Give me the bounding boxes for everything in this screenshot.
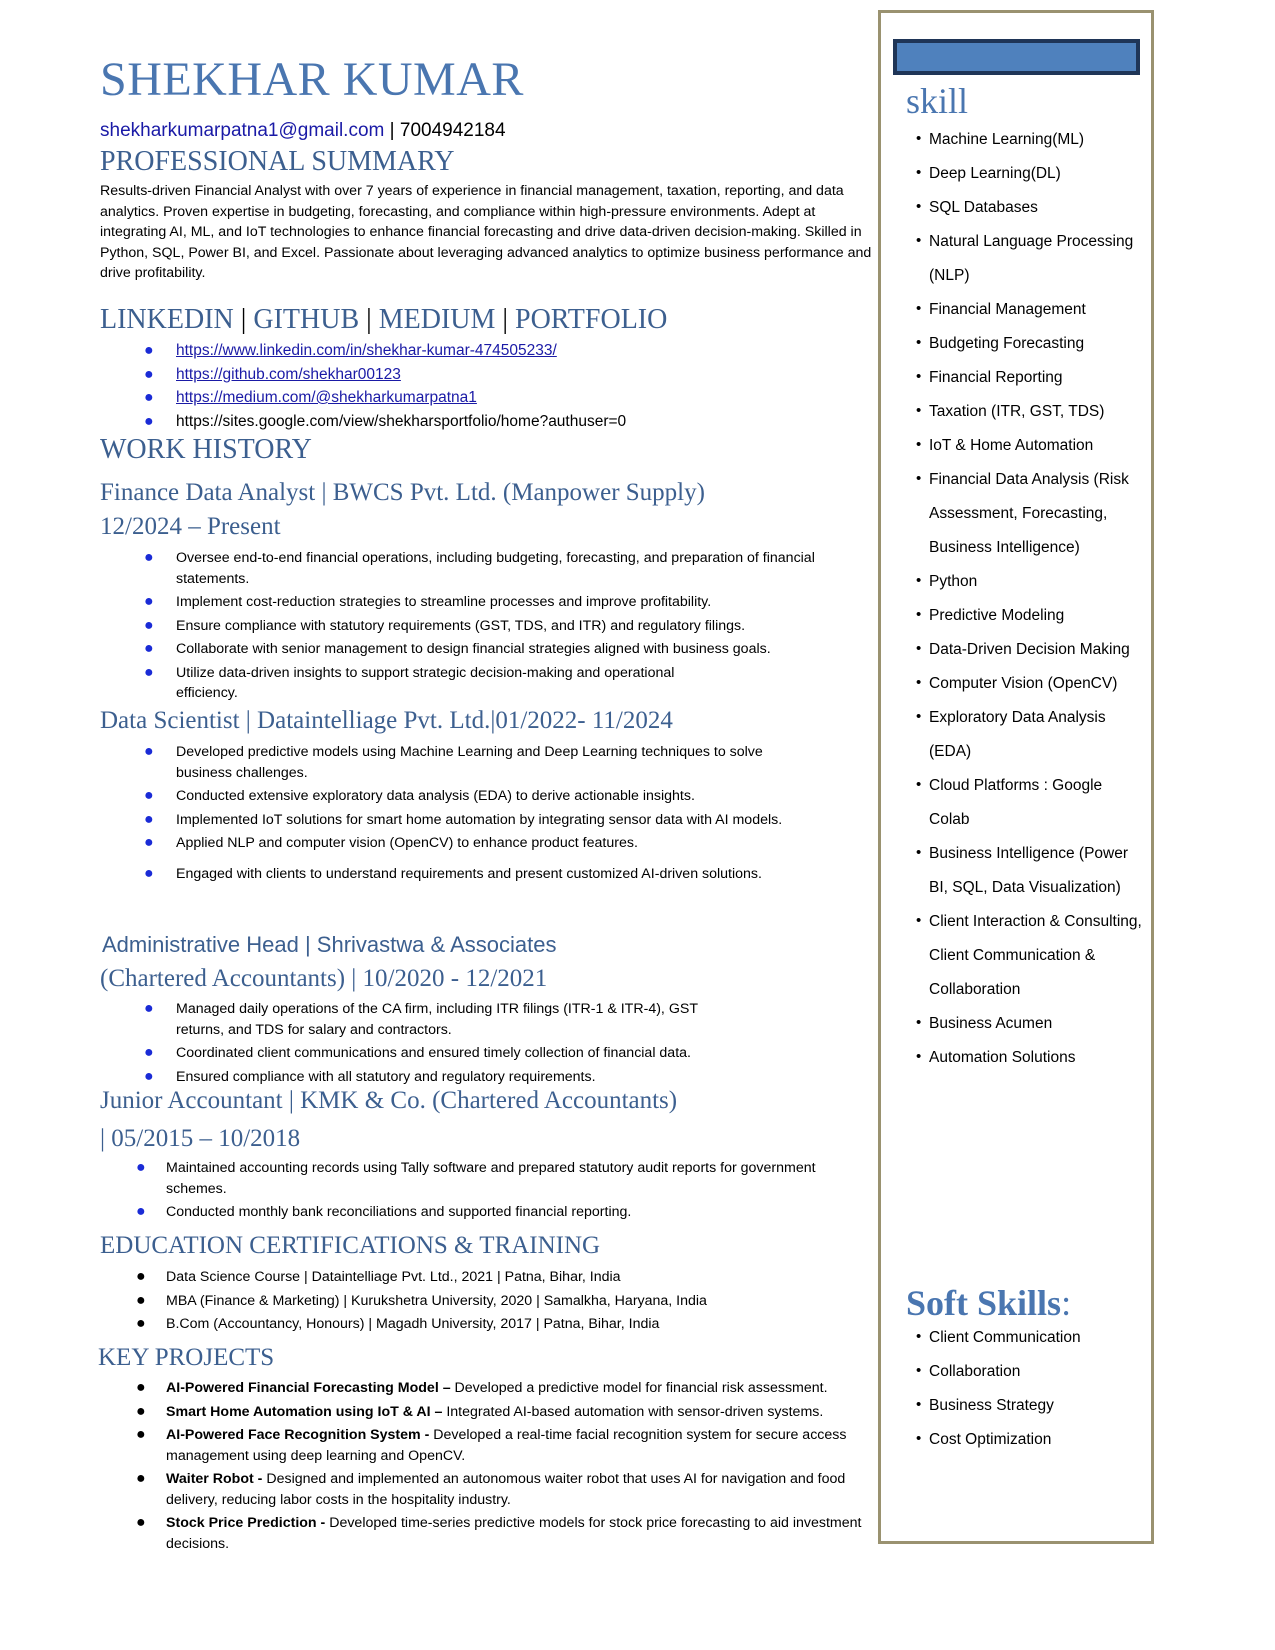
list-item: [100, 1291, 880, 1312]
bullet-icon: ●: [144, 549, 154, 566]
projects-heading: KEY PROJECTS: [98, 1344, 275, 1371]
soft-skills-heading: [906, 1282, 1071, 1324]
summary-heading: PROFESSIONAL SUMMARY: [100, 146, 455, 177]
skill-item: [916, 429, 1146, 463]
skill-label: Computer Vision (OpenCV): [929, 675, 1118, 692]
job-bullets: [100, 742, 800, 887]
skill-label: Collaboration: [929, 1363, 1021, 1380]
projects-list: [100, 1378, 875, 1557]
skill-label: Automation Solutions: [929, 1049, 1076, 1066]
skill-label: Cost Optimization: [929, 1431, 1052, 1448]
project-desc: Developed time-series predictive models for stock price forecasting to aid investment decisions.: [166, 1515, 862, 1552]
project-name: AI-Powered Face Recognition System -: [166, 1427, 430, 1443]
bullet-icon: ●: [136, 1291, 146, 1309]
job-title-line: Finance Data Analyst | BWCS Pvt. Ltd. (Manpower Supply): [100, 479, 705, 506]
skill-item: [916, 327, 1146, 361]
skill-label: Python: [929, 573, 978, 590]
bullet-icon: ●: [144, 1044, 154, 1061]
links-heading-github: GITHUB: [253, 304, 360, 335]
skill-item: [916, 905, 1146, 1007]
job-dates: (Chartered Accountants) | 10/2020 - 12/2021: [100, 965, 548, 992]
links-heading-medium: MEDIUM: [378, 304, 496, 335]
bullet-icon: •: [916, 606, 922, 623]
skill-label: Business Acumen: [929, 1015, 1053, 1032]
job-bullets: [100, 999, 740, 1090]
medium-link[interactable]: https://medium.com/@shekharkumarpatna1: [176, 389, 477, 406]
skill-item: [916, 225, 1146, 293]
list-item: [100, 548, 830, 589]
contact-line: [100, 120, 506, 142]
bullet-icon: ●: [144, 412, 154, 430]
summary-text: Results-driven Financial Analyst with over 7 years of experience in financial management, taxation, reporting, and data analytics. Proven expertise in budgeting, forecasting, and compliance within high-pressure environments. Adept at integrating AI, ML, and IoT technologies to enhance financial forecasting and drive data-driven decision-making. Skilled in Python, SQL, Power BI, and Excel. Passionate about leveraging advanced analytics to optimize business performance and drive profitability.: [100, 183, 872, 282]
list-item: [100, 663, 830, 704]
bullet-icon: •: [916, 368, 922, 385]
bullet-icon: ●: [144, 640, 154, 657]
bullet-icon: ●: [144, 810, 154, 828]
bullet-icon: ●: [144, 787, 154, 804]
education-heading: EDUCATION CERTIFICATIONS & TRAINING: [100, 1232, 601, 1259]
links-heading-pipe: |: [366, 304, 372, 335]
skill-label: Data-Driven Decision Making: [929, 641, 1130, 658]
skill-label: Business Intelligence (Power BI, SQL, Data Visualization): [929, 845, 1129, 896]
skills-heading: skill: [906, 81, 969, 121]
sidebar-header-bar: [893, 39, 1140, 75]
skill-label: IoT & Home Automation: [929, 437, 1094, 454]
bullet-text: Ensured compliance with all statutory and regulatory requirements.: [176, 1068, 596, 1085]
project-desc: Integrated AI-based automation with sensor-driven systems.: [442, 1403, 824, 1420]
profile-links-list: [100, 341, 880, 435]
job-title-line: Junior Accountant | KMK & Co. (Chartered Accountants): [100, 1087, 678, 1114]
project-name: AI-Powered Financial Forecasting Model –: [166, 1380, 451, 1396]
skill-item: [916, 191, 1146, 225]
skill-item: [916, 463, 1146, 565]
bullet-icon: ●: [136, 1514, 146, 1531]
bullet-icon: ●: [136, 1203, 146, 1220]
bullet-icon: ●: [136, 1426, 146, 1443]
skill-label: Business Strategy: [929, 1397, 1054, 1414]
list-item: [100, 742, 800, 783]
education-list: [100, 1267, 880, 1338]
bullet-text: Implemented IoT solutions for smart home automation by integrating sensor data with AI models.: [176, 811, 783, 828]
bullet-text: Utilize data-driven insights to support strategic decision-making and operational efficiency.: [176, 664, 675, 701]
bullet-icon: ●: [144, 864, 154, 882]
skill-label: SQL Databases: [929, 199, 1038, 216]
list-item: [100, 810, 800, 831]
bullet-icon: •: [916, 130, 922, 147]
bullet-text: Maintained accounting records using Tally software and prepared statutory audit reports for government schemes.: [166, 1160, 816, 1197]
bullet-text: Conducted extensive exploratory data analysis (EDA) to derive actionable insights.: [176, 788, 695, 804]
bullet-icon: •: [916, 436, 922, 453]
bullet-icon: ●: [144, 834, 154, 851]
bullet-icon: •: [916, 912, 922, 929]
bullet-icon: ●: [136, 1315, 146, 1332]
bullet-icon: •: [916, 1048, 922, 1065]
skill-item: [916, 1321, 1146, 1355]
list-item: [100, 1202, 820, 1223]
bullet-icon: •: [916, 572, 922, 589]
bullet-icon: •: [916, 1362, 922, 1379]
skill-item: [916, 293, 1146, 327]
bullet-icon: ●: [144, 616, 154, 634]
bullet-icon: ●: [144, 743, 154, 760]
list-item: [100, 1314, 880, 1335]
list-item: [100, 639, 830, 660]
education-entry: MBA (Finance & Marketing) | Kurukshetra University, 2020 | Samalkha, Haryana, India: [166, 1292, 707, 1309]
skill-label: Natural Language Processing (NLP): [929, 233, 1134, 284]
skill-item: [916, 1041, 1146, 1075]
list-item: [100, 1513, 875, 1554]
bullet-text: Applied NLP and computer vision (OpenCV) to enhance product features.: [176, 835, 638, 851]
job-dates: 12/2024 – Present: [100, 513, 281, 540]
links-heading: [100, 304, 667, 336]
education-entry: B.Com (Accountancy, Honours) | Magadh University, 2017 | Patna, Bihar, India: [166, 1316, 660, 1332]
project-name: Smart Home Automation using IoT & AI –: [166, 1403, 443, 1420]
list-item: [100, 786, 800, 807]
bullet-icon: •: [916, 708, 922, 725]
list-item: [100, 1158, 820, 1199]
skill-item: [916, 1007, 1146, 1041]
bullet-icon: ●: [144, 1067, 154, 1085]
linkedin-link[interactable]: https://www.linkedin.com/in/shekhar-kumar-474505233/: [176, 342, 557, 359]
bullet-icon: •: [916, 674, 922, 691]
list-item: [100, 592, 830, 613]
links-heading-linkedin: LINKEDIN: [100, 304, 234, 335]
list-item: [100, 1402, 875, 1423]
skill-item: [916, 633, 1146, 667]
bullet-icon: •: [916, 402, 922, 419]
skill-item: [916, 123, 1146, 157]
skill-item: [916, 599, 1146, 633]
soft-skills-list: [916, 1321, 1146, 1457]
list-item: [100, 999, 740, 1040]
bullet-icon: ●: [144, 1000, 154, 1017]
job-bullets: [100, 548, 830, 707]
job-title-line: Data Scientist | Dataintelliage Pvt. Ltd.|01/2022- 11/2024: [100, 707, 673, 734]
skill-item: [916, 769, 1146, 837]
bullet-icon: •: [916, 1328, 922, 1345]
bullet-icon: •: [916, 844, 922, 861]
bullet-icon: •: [916, 470, 922, 487]
bullet-icon: •: [916, 198, 922, 215]
skill-item: [916, 1389, 1146, 1423]
education-entry: Data Science Course | Dataintelliage Pvt. Ltd., 2021 | Patna, Bihar, India: [166, 1269, 621, 1285]
bullet-icon: •: [916, 232, 922, 249]
skill-label: Financial Data Analysis (Risk Assessment, Forecasting, Business Intelligence): [929, 471, 1129, 556]
list-item: [100, 365, 880, 386]
skill-label: Predictive Modeling: [929, 607, 1065, 624]
job-dates: | 05/2015 – 10/2018: [100, 1125, 301, 1152]
bullet-icon: ●: [144, 389, 154, 406]
bullet-text: Ensure compliance with statutory requirements (GST, TDS, and ITR) and regulatory filings.: [176, 617, 746, 634]
github-link[interactable]: https://github.com/shekhar00123: [176, 365, 401, 383]
skill-label: Deep Learning(DL): [929, 165, 1061, 182]
work-history-heading: WORK HISTORY: [100, 434, 312, 465]
skill-label: Machine Learning(ML): [929, 131, 1085, 148]
skill-label: Budgeting Forecasting: [929, 335, 1085, 352]
list-item: [100, 388, 880, 409]
contact-separator: |: [384, 120, 400, 141]
list-item: [100, 412, 880, 433]
project-desc: Developed a predictive model for financial risk assessment.: [450, 1380, 828, 1396]
skill-item: [916, 361, 1146, 395]
links-heading-portfolio: PORTFOLIO: [515, 304, 668, 335]
candidate-name: SHEKHAR KUMAR: [100, 53, 524, 106]
skill-item: [916, 837, 1146, 905]
project-desc: Designed and implemented an autonomous waiter robot that uses AI for navigation and food delivery, reducing labor costs in the hospitality industry.: [166, 1471, 846, 1508]
skill-label: Cloud Platforms : Google Colab: [929, 777, 1103, 828]
project-desc: Developed a real-time facial recognition system for secure access management using deep learning and OpenCV.: [166, 1427, 847, 1464]
links-heading-pipe: |: [502, 304, 509, 335]
skill-item: [916, 395, 1146, 429]
links-heading-pipe: |: [240, 304, 247, 335]
project-name: Stock Price Prediction -: [166, 1515, 326, 1531]
skill-label: Financial Management: [929, 301, 1086, 318]
bullet-text: Managed daily operations of the CA firm, including ITR filings (ITR-1 & ITR-4), GST returns, and TDS for salary and contractors.: [176, 1001, 698, 1038]
bullet-icon: ●: [144, 365, 154, 383]
bullet-icon: •: [916, 1396, 922, 1413]
list-item: [100, 1425, 875, 1466]
skill-label: Taxation (ITR, GST, TDS): [929, 403, 1105, 420]
list-item: [100, 1469, 875, 1510]
skills-list: [916, 123, 1146, 1075]
job-title-line: Administrative Head | Shrivastwa & Associates: [102, 932, 557, 957]
bullet-icon: •: [916, 334, 922, 351]
soft-skills-title: Soft Skills: [906, 1283, 1062, 1323]
skill-item: [916, 701, 1146, 769]
list-item: [100, 1043, 740, 1064]
portfolio-url: https://sites.google.com/view/shekharsportfolio/home?authuser=0: [176, 412, 627, 430]
soft-skills-colon: :: [1061, 1283, 1072, 1323]
skill-item: [916, 667, 1146, 701]
list-item: [100, 833, 800, 854]
bullet-icon: ●: [136, 1402, 146, 1420]
list-item: [100, 1067, 740, 1088]
skill-item: [916, 157, 1146, 191]
bullet-icon: ●: [136, 1159, 146, 1176]
skill-item: [916, 1355, 1146, 1389]
list-item: [100, 1378, 875, 1399]
bullet-text: Developed predictive models using Machine Learning and Deep Learning techniques to solve business challenges.: [176, 744, 763, 781]
skill-label: Client Communication: [929, 1329, 1081, 1346]
skill-item: [916, 1423, 1146, 1457]
skill-item: [916, 565, 1146, 599]
bullet-text: Implement cost-reduction strategies to streamline processes and improve profitability.: [176, 594, 712, 610]
bullet-icon: ●: [144, 342, 154, 359]
bullet-text: Conducted monthly bank reconciliations and supported financial reporting.: [166, 1204, 632, 1220]
bullet-icon: •: [916, 300, 922, 317]
list-item: [100, 616, 830, 637]
list-item: [100, 1267, 880, 1288]
skill-label: Exploratory Data Analysis (EDA): [929, 709, 1106, 760]
bullet-icon: •: [916, 1014, 922, 1031]
bullet-icon: •: [916, 164, 922, 181]
bullet-icon: •: [916, 776, 922, 793]
skill-label: Financial Reporting: [929, 369, 1063, 386]
list-item: [100, 341, 880, 362]
list-item: [100, 864, 800, 885]
bullet-text: Oversee end-to-end financial operations, including budgeting, forecasting, and preparation of financial statements.: [176, 550, 815, 587]
bullet-icon: ●: [136, 1379, 146, 1396]
job-bullets: [100, 1158, 820, 1226]
phone-number: 7004942184: [399, 120, 506, 141]
bullet-icon: ●: [144, 593, 154, 610]
bullet-icon: ●: [144, 663, 154, 681]
bullet-text: Coordinated client communications and ensured timely collection of financial data.: [176, 1045, 691, 1061]
project-name: Waiter Robot -: [166, 1471, 263, 1487]
bullet-icon: ●: [136, 1470, 146, 1487]
email-address[interactable]: shekharkumarpatna1@gmail.com: [100, 120, 385, 141]
bullet-text: Collaborate with senior management to design financial strategies aligned with business goals.: [176, 641, 771, 657]
bullet-icon: •: [916, 640, 922, 657]
skill-label: Client Interaction & Consulting, Client Communication & Collaboration: [929, 913, 1142, 998]
bullet-text: Engaged with clients to understand requirements and present customized AI-driven solutions.: [176, 865, 762, 882]
bullet-icon: •: [916, 1430, 922, 1447]
bullet-icon: ●: [136, 1268, 146, 1285]
